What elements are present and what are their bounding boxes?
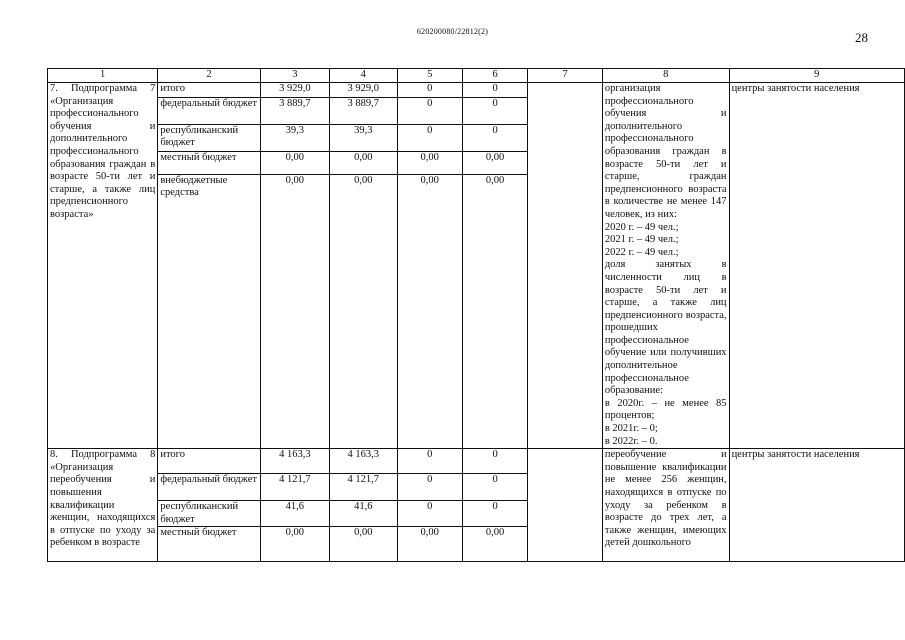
indicator-line: в 2020г. – не менее 85 процентов;: [604, 397, 727, 422]
value-col6: 0: [462, 124, 527, 151]
col-header-9: 9: [729, 69, 904, 83]
indicator-line: в 2021г. – 0;: [604, 423, 658, 435]
value-col4: 3 889,7: [330, 98, 398, 124]
value-col5: 0: [397, 98, 462, 124]
value-col3: 4 121,7: [260, 474, 329, 501]
document-code: 620200080/22812(2): [416, 27, 489, 36]
value-col5: 0,00: [397, 152, 462, 174]
subprogram-7-executor: центры занятости населения: [729, 83, 904, 449]
value-col4: 0,00: [330, 152, 398, 174]
value-col3: 4 163,3: [260, 449, 329, 474]
funding-source: местный бюджет: [158, 152, 260, 174]
column-number-row: [48, 69, 905, 83]
funding-source: местный бюджет: [158, 527, 260, 562]
table-row: [48, 449, 905, 474]
col-header-8: 8: [602, 69, 729, 83]
value-col4: 0,00: [330, 527, 398, 562]
col-header-5: 5: [397, 69, 462, 83]
value-col3: 39,3: [260, 124, 329, 151]
value-col5: 0: [397, 124, 462, 151]
value-col5: 0: [397, 474, 462, 501]
value-col3: 0,00: [260, 174, 329, 449]
value-col5: 0: [397, 83, 462, 98]
table-row: [48, 83, 905, 98]
funding-source: внебюджетные средства: [158, 174, 260, 449]
indicator-line: 2020 г. – 49 чел.;: [604, 221, 679, 233]
col-header-7: 7: [528, 69, 603, 83]
value-col4: 39,3: [330, 124, 398, 151]
indicator-line: 2022 г. – 49 чел.;: [604, 246, 679, 258]
col-header-1: 1: [48, 69, 158, 83]
col-header-3: 3: [260, 69, 329, 83]
subprogram-8-executor: центры занятости населения: [729, 449, 904, 562]
col-header-4: 4: [330, 69, 398, 83]
subprogram-7-indicators: [602, 83, 729, 449]
value-col6: 0,00: [462, 152, 527, 174]
subprogram-8-indicators: [602, 449, 729, 562]
value-col6: 0: [462, 501, 527, 527]
col-header-6: 6: [462, 69, 527, 83]
col7-empty: [528, 83, 603, 449]
value-col6: 0: [462, 83, 527, 98]
col7-empty: [528, 449, 603, 562]
value-col4: 0,00: [330, 174, 398, 449]
value-col5: 0: [397, 449, 462, 474]
value-col5: 0,00: [397, 174, 462, 449]
value-col3: 0,00: [260, 527, 329, 562]
subprogram-7-name: 7. Подпрограмма 7 «Организация профессионального обучения и дополнительного профессионального образования граждан в возрасте 50-ти лет и старше, а также лиц предпенсионного возраста»: [48, 83, 158, 449]
value-col5: 0: [397, 501, 462, 527]
value-col3: 41,6: [260, 501, 329, 527]
funding-source: федеральный бюджет: [158, 474, 260, 501]
value-col6: 0,00: [462, 527, 527, 562]
funding-source: республиканский бюджет: [158, 501, 260, 527]
value-col6: 0: [462, 98, 527, 124]
value-col3: 3 889,7: [260, 98, 329, 124]
subprogram-8-name: 8. Подпрограмма 8 «Организация переобучения и повышения квалификации женщин, находящихся в отпуске по уходу за ребенком в возрасте: [48, 449, 158, 562]
value-col4: 41,6: [330, 501, 398, 527]
value-col6: 0: [462, 449, 527, 474]
value-col4: 3 929,0: [330, 83, 398, 98]
value-col3: 3 929,0: [260, 83, 329, 98]
value-col6: 0: [462, 474, 527, 501]
indicator-line: в 2022г. – 0.: [604, 435, 658, 447]
value-col3: 0,00: [260, 152, 329, 174]
value-col5: 0,00: [397, 527, 462, 562]
col-header-2: 2: [158, 69, 260, 83]
indicator-line: доля занятых в численности лиц в возрасте 50-ти лет и старше, а также лиц предпенсионного возраста, прошедших профессиональное обучение или получивших дополнительное профессиональное образование:: [604, 259, 727, 397]
page-number: 28: [855, 30, 868, 45]
value-col4: 4 163,3: [330, 449, 398, 474]
funding-source: республиканский бюджет: [158, 124, 260, 151]
indicator-line: 2021 г. – 49 чел.;: [604, 234, 679, 246]
value-col6: 0,00: [462, 174, 527, 449]
funding-source: итого: [158, 449, 260, 474]
program-table: [47, 68, 905, 562]
funding-source: федеральный бюджет: [158, 98, 260, 124]
indicator-line: переобучение и повышение квалификации не менее 256 женщин, находящихся в отпуске по уходу за ребенком в возрасте до трех лет, а также женщин, имеющих детей дошкольного: [604, 449, 727, 549]
funding-source: итого: [158, 83, 260, 98]
value-col4: 4 121,7: [330, 474, 398, 501]
indicator-line: организация профессионального обучения и дополнительного профессионального образования граждан в возрасте 50-ти лет и старше, граждан предпенсионного возраста в количестве не менее 147 человек, из них:: [604, 83, 727, 220]
